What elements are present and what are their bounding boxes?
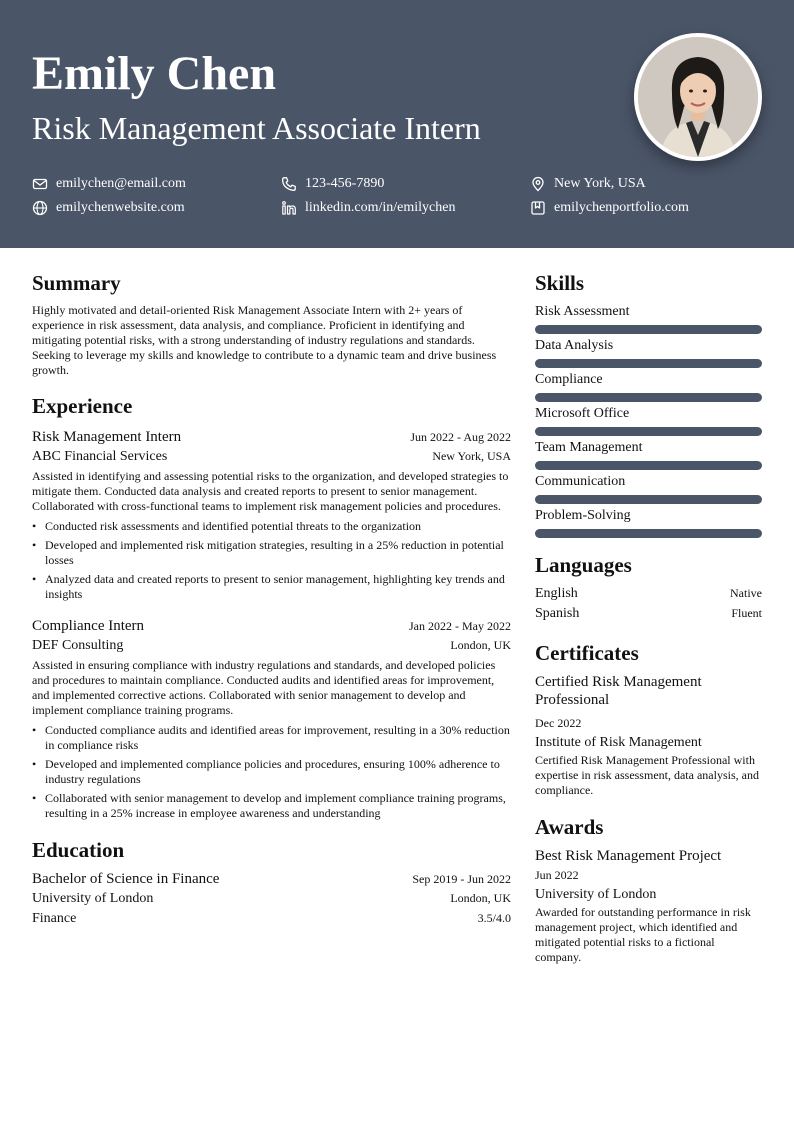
contact-linkedin-text: linkedin.com/in/emilychen — [305, 200, 456, 215]
job-bullet: • Collaborated with senior management to develop and implement compliance training programs, resulting in a 25% increase in employee awareness and understanding — [32, 791, 511, 821]
school-name: University of London — [32, 891, 154, 906]
gpa-value: 3.5/4.0 — [477, 911, 511, 925]
candidate-name: Emily Chen — [32, 47, 277, 100]
skill-name: Communication — [535, 474, 626, 489]
skill-name: Data Analysis — [535, 338, 614, 353]
contact-phone[interactable] — [281, 175, 384, 193]
globe-icon — [32, 200, 48, 216]
certificate-date: Dec 2022 — [535, 716, 582, 730]
language-name: English — [535, 586, 578, 601]
award-date: Jun 2022 — [535, 868, 579, 882]
experience-item — [32, 427, 511, 602]
education-section — [32, 837, 511, 929]
summary-heading: Summary — [32, 271, 121, 295]
skills-heading: Skills — [535, 271, 585, 295]
sidebar-column — [535, 270, 762, 965]
job-dates: Jan 2022 - May 2022 — [409, 619, 511, 633]
skill-level-bar — [535, 393, 762, 402]
skill-level-bar — [535, 529, 762, 538]
profile-photo — [634, 33, 762, 161]
mail-icon — [32, 176, 48, 192]
job-bullet: • Developed and implemented risk mitigation strategies, resulting in a 25% reduction in potential losses — [32, 538, 511, 568]
awards-heading: Awards — [535, 815, 604, 839]
contact-portfolio[interactable] — [530, 199, 689, 217]
certificate-name: Certified Risk Management Professional — [535, 674, 702, 708]
skills-section — [535, 270, 762, 538]
award-description: Awarded for outstanding performance in risk management project, which identified and mitigated potential risks to a fictional company. — [535, 905, 751, 964]
skill-level-bar — [535, 427, 762, 436]
school-location: London, UK — [450, 891, 511, 905]
summary-section — [32, 270, 511, 378]
job-location: London, UK — [450, 638, 511, 652]
education-item — [32, 869, 511, 929]
job-bullets — [32, 519, 511, 602]
profile-portrait-icon — [638, 37, 758, 157]
languages-section — [535, 552, 762, 624]
language-level: Native — [730, 586, 762, 600]
job-bullet: • Conducted compliance audits and identified areas for improvement, resulting in a 30% reduction in compliance risks — [32, 723, 511, 753]
contact-location — [530, 175, 646, 193]
certificates-section — [535, 640, 762, 798]
language-level: Fluent — [731, 606, 762, 620]
certificate-description: Certified Risk Management Professional with expertise in risk assessment, data analysis, and compliance. — [535, 753, 759, 797]
candidate-title: Risk Management Associate Intern — [32, 110, 481, 146]
skill-level-bar — [535, 325, 762, 334]
certificates-heading: Certificates — [535, 641, 639, 665]
experience-item — [32, 616, 511, 821]
job-title: Risk Management Intern — [32, 429, 182, 445]
contact-email-text: emilychen@email.com — [56, 176, 186, 191]
location-pin-icon — [530, 176, 546, 192]
certificate-issuer: Institute of Risk Management — [535, 735, 702, 750]
contact-website[interactable] — [32, 199, 185, 217]
language-name: Spanish — [535, 606, 580, 621]
contact-location-text: New York, USA — [554, 176, 646, 191]
award-issuer: University of London — [535, 887, 657, 902]
job-description: Assisted in identifying and assessing potential risks to the organization, and developed strategies to mitigate them. Conducted data analysis and created reports to present to senior management. Collaborated with cross-functional teams to implement risk management policies and procedures. — [32, 469, 509, 513]
contact-phone-text: 123-456-7890 — [305, 176, 385, 191]
resume-header — [0, 0, 794, 248]
job-bullet: • Analyzed data and created reports to present to senior management, highlighting key trends and insights — [32, 572, 511, 602]
skill-level-bar — [535, 359, 762, 368]
degree-name: Bachelor of Science in Finance — [32, 871, 220, 887]
skill-name: Team Management — [535, 440, 643, 455]
education-heading: Education — [32, 838, 125, 862]
skill-name: Problem-Solving — [535, 508, 631, 523]
contact-website-text: emilychenwebsite.com — [56, 200, 185, 215]
portfolio-icon — [530, 200, 546, 216]
experience-section — [32, 393, 511, 821]
education-dates: Sep 2019 - Jun 2022 — [412, 872, 511, 886]
contact-portfolio-text: emilychenportfolio.com — [554, 200, 689, 215]
job-bullet: • Conducted risk assessments and identified potential threats to the organization — [32, 519, 511, 534]
job-location: New York, USA — [432, 449, 511, 463]
skill-level-bar — [535, 495, 762, 504]
job-dates: Jun 2022 - Aug 2022 — [410, 430, 511, 444]
skill-name: Compliance — [535, 372, 603, 387]
skill-name: Risk Assessment — [535, 304, 630, 319]
skill-level-bar — [535, 461, 762, 470]
skills-list — [535, 303, 762, 538]
job-company: ABC Financial Services — [32, 449, 168, 464]
phone-icon — [281, 176, 297, 192]
experience-heading: Experience — [32, 394, 133, 418]
awards-section — [535, 814, 762, 965]
contact-email[interactable] — [32, 175, 186, 193]
job-bullet: • Developed and implemented compliance policies and procedures, ensuring 100% adherence to industry regulations — [32, 757, 511, 787]
main-column — [32, 270, 511, 929]
award-name: Best Risk Management Project — [535, 848, 722, 864]
job-company: DEF Consulting — [32, 638, 124, 653]
job-title: Compliance Intern — [32, 618, 145, 634]
linkedin-icon — [281, 200, 297, 216]
contact-linkedin[interactable] — [281, 199, 455, 217]
job-description: Assisted in ensuring compliance with industry regulations and standards, and developed policies and procedures to maintain compliance. Conducted audits and identified areas for improvement, and implemented corrective actions. Collaborated with senior management to develop and implement compliance training programs. — [32, 658, 496, 717]
job-bullets — [32, 723, 511, 821]
certificate-item — [535, 673, 762, 798]
languages-list — [535, 584, 762, 624]
field-of-study: Finance — [32, 911, 77, 926]
summary-text: Highly motivated and detail-oriented Risk Management Associate Intern with 2+ years of experience in risk assessment, data analysis, and compliance. Proficient in identifying and mitigating potential risks, with a strong understanding of industry regulations and standards. Seeking to leverage my skills and knowledge to contribute to a dynamic team and drive business growth. — [32, 303, 497, 377]
award-item — [535, 847, 762, 965]
skill-name: Microsoft Office — [535, 406, 630, 421]
languages-heading: Languages — [535, 553, 632, 577]
